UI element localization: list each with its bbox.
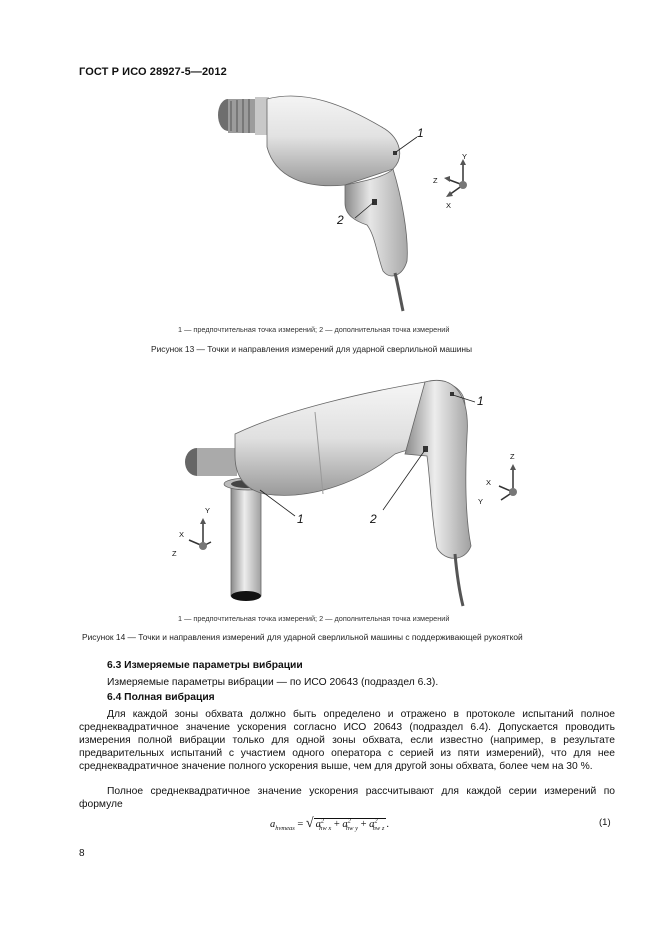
drill-chuck: [185, 448, 237, 476]
fig14-axis-y-label-left: Y: [205, 506, 211, 515]
fig13-axis-x-label: X: [446, 201, 452, 210]
fig14-axis-x-label-left: X: [179, 530, 185, 539]
drill-chuck: [218, 97, 269, 135]
formula-lhs-subscript: hvmeas: [275, 825, 295, 832]
fig14-callout-1-left: 1: [297, 512, 304, 526]
fig14-axis-y-label-right: Y: [478, 497, 484, 506]
figure-14-drill-illustration: [165, 376, 525, 608]
figure-14-caption: Рисунок 14 — Точки и направления измерений для ударной сверлильной машины с поддерживающей рукояткой: [82, 632, 523, 642]
fig14-axis-z-label-right: Z: [510, 452, 515, 461]
drill-handle: [345, 169, 407, 276]
axes-triad-right: [499, 464, 517, 500]
fig13-axis-z-label: Z: [433, 176, 438, 185]
fig14-callout-1-top: 1: [477, 394, 484, 408]
figure-14-note: 1 — предпочтительная точка измерений; 2 — дополнительная точка измерений: [178, 614, 450, 623]
support-handle: [224, 478, 272, 601]
axes-triad-left: [189, 518, 211, 550]
section-6-4-paragraph-2: Полное среднеквадратичное значение ускорения рассчитывают для каждой серии измерений по формуле: [79, 786, 615, 810]
section-6-4-paragraph-1: Для каждой зоны обхвата должно быть определено и отражено в протоколе испытаний полное среднеквадратичное значение ускорения согласно ИСО 20643 (подраздел 6.4). Допускается проводить измерения полной вибрации только для одной зоны обхвата, если известно (например, в результате предварительных испытаний с участием одного оператора с серией из пяти измерений), что для нее среднеквадратичное значение полного ускорения выше, чем для другой зоны обхвата, более чем на 30 %.: [79, 709, 615, 772]
formula-1: [270, 816, 389, 832]
formula-end: .: [386, 819, 390, 830]
formula-lhs: a: [270, 819, 276, 830]
formula-equals: =: [297, 819, 304, 830]
drill-cable: [455, 554, 463, 606]
fig14-callout-2: 2: [370, 512, 377, 526]
figure-13-note: 1 — предпочтительная точка измерений; 2 — дополнительная точка измерений: [178, 325, 450, 334]
sqrt-icon: √: [305, 816, 314, 831]
section-6-3-text: Измеряемые параметры вибрации — по ИСО 20643 (подраздел 6.3).: [107, 677, 439, 688]
drill-body: [267, 96, 400, 186]
formula-number: (1): [599, 817, 611, 828]
document-header: ГОСТ Р ИСО 28927-5—2012: [79, 66, 227, 78]
measurement-point-2: [372, 199, 377, 205]
fig14-axis-z-label-left: Z: [172, 549, 177, 558]
fig13-callout-2: 2: [337, 213, 344, 227]
page-number: 8: [79, 848, 85, 859]
drill-cable: [395, 273, 403, 311]
axes-triad-fig13: [444, 159, 467, 197]
figure-13-caption: Рисунок 13 — Точки и направления измерений для ударной сверлильной машины: [151, 344, 473, 354]
fig13-callout-1: 1: [417, 126, 424, 140]
figure-13-drill-illustration: [195, 85, 505, 315]
formula-radicand: $a^2_{hw x} + a^2_{hw y} + a^2_{hw z}$: [315, 817, 385, 832]
fig13-axis-y-label: Y: [462, 152, 468, 161]
section-6-3-heading: 6.3 Измеряемые параметры вибрации: [107, 660, 303, 671]
section-6-4-heading: 6.4 Полная вибрация: [107, 692, 215, 703]
fig14-axis-x-label-right: X: [486, 478, 492, 487]
